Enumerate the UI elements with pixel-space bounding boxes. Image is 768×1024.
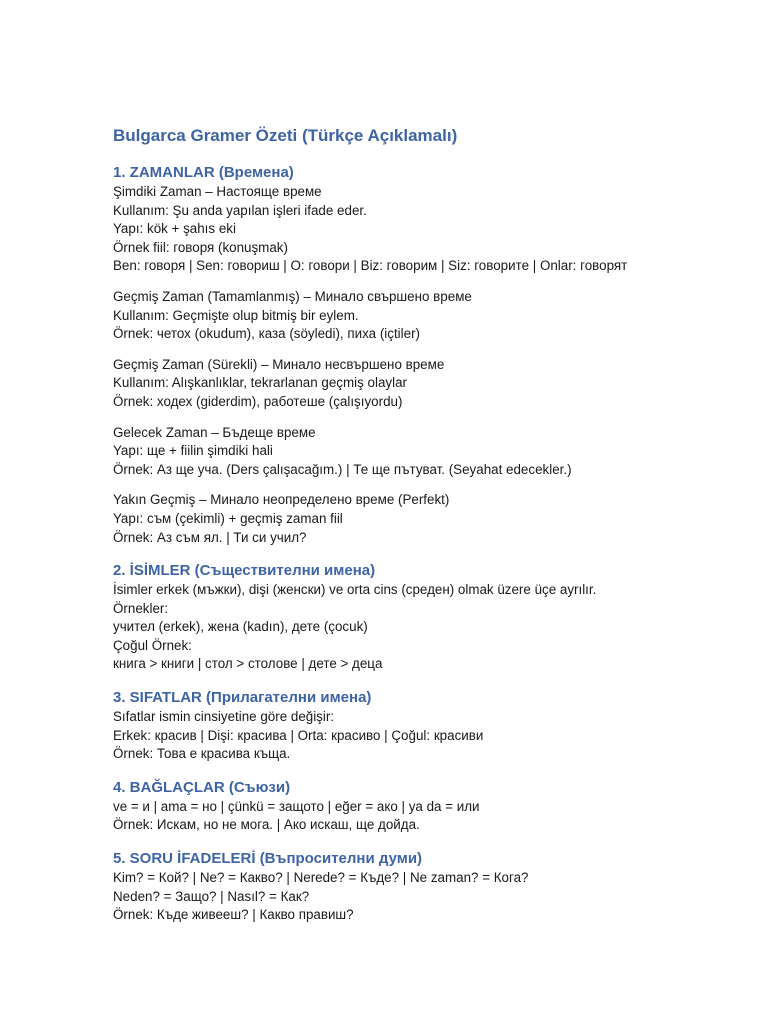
paragraph-block [113,288,733,344]
text-line: Kullanım: Şu anda yapılan işleri ifade eder. [113,202,367,218]
section-heading: 4. BAĞLAÇLAR (Съюзи) [113,778,291,796]
document-content [113,121,733,925]
section [113,849,733,925]
text-line: Örnek fiil: говоря (konuşmak) [113,239,288,255]
document-title: Bulgarca Gramer Özeti (Türkçe Açıklamalı) [113,126,458,145]
text-line: Ben: говоря | Sen: говориш | O: говори | Biz: говорим | Siz: говорите | Onlar: говорят [113,258,628,274]
text-line: Örnek: четох (okudum), каза (söyledi), пиха (içtiler) [113,326,420,342]
paragraph-block [113,798,733,835]
text-line: учител (erkek), жена (kadın), дете (çocuk) [113,619,368,635]
text-line: Örnek: Това е красива къща. [113,746,291,762]
sections-container [113,163,733,925]
section [113,163,733,547]
section-heading: 2. İSİMLER (Съществителни имена) [113,562,376,580]
text-line: Erkek: красив | Dişi: красива | Orta: красиво | Çoğul: красиви [113,727,484,743]
section-heading: 3. SIFATLAR (Прилагателни имена) [113,689,372,707]
text-line: Yakın Geçmiş – Минало неопределено време (Perfekt) [113,492,450,508]
paragraph-block [113,424,733,480]
text-line: Geçmiş Zaman (Sürekli) – Минало несвършено време [113,356,445,372]
paragraph-block [113,581,733,674]
text-line: Yapı: ще + fiilin şimdiki hali [113,443,273,459]
text-line: Örnek: Къде живееш? | Какво правиш? [113,907,354,923]
text-line: Örnek: Аз ще уча. (Ders çalışacağım.) | Те ще пътуват. (Seyahat edecekler.) [113,461,572,477]
text-line: Kim? = Кой? | Ne? = Какво? | Nerede? = Къде? | Ne zaman? = Кога? [113,870,529,886]
text-line: Yapı: съм (çekimli) + geçmiş zaman fiil [113,510,343,526]
text-line: İsimler erkek (мъжки), dişi (женски) ve orta cins (среден) olmak üzere üçe ayrılır. [113,582,597,598]
section [113,778,733,835]
text-line: Örnek: Аз съм ял. | Ти си учил? [113,529,307,545]
paragraph-block [113,491,733,547]
text-line: ve = и | ama = но | çünkü = защото | eğer = ако | ya da = или [113,798,480,814]
paragraph-block [113,183,733,276]
paragraph-block [113,356,733,412]
section [113,688,733,764]
text-line: Örnek: Искам, но не мога. | Ако искаш, ще дойда. [113,817,420,833]
text-line: Örnek: ходех (giderdim), работеше (çalışıyordu) [113,393,403,409]
section [113,561,733,674]
text-line: Gelecek Zaman – Бъдеще време [113,424,316,440]
text-line: Kullanım: Alışkanlıklar, tekrarlanan geçmiş olaylar [113,375,407,391]
paragraph-block [113,869,733,925]
section-heading: 1. ZAMANLAR (Времена) [113,164,294,181]
text-line: Yapı: kök + şahıs eki [113,221,236,237]
text-line: Neden? = Защо? | Nasıl? = Как? [113,888,310,904]
text-line: Şimdiki Zaman – Настояще време [113,184,322,199]
text-line: Örnekler: [113,600,169,616]
section-heading: 5. SORU İFADELERİ (Въпросителни думи) [113,850,423,868]
text-line: Sıfatlar ismin cinsiyetine göre değişir: [113,709,335,725]
text-line: книга > книги | стол > столове | дете > деца [113,656,383,672]
paragraph-block [113,708,733,764]
text-line: Kullanım: Geçmişte olup bitmiş bir eylem. [113,307,359,323]
text-line: Çoğul Örnek: [113,637,192,653]
text-line: Geçmiş Zaman (Tamamlanmış) – Минало свършено време [113,288,472,304]
